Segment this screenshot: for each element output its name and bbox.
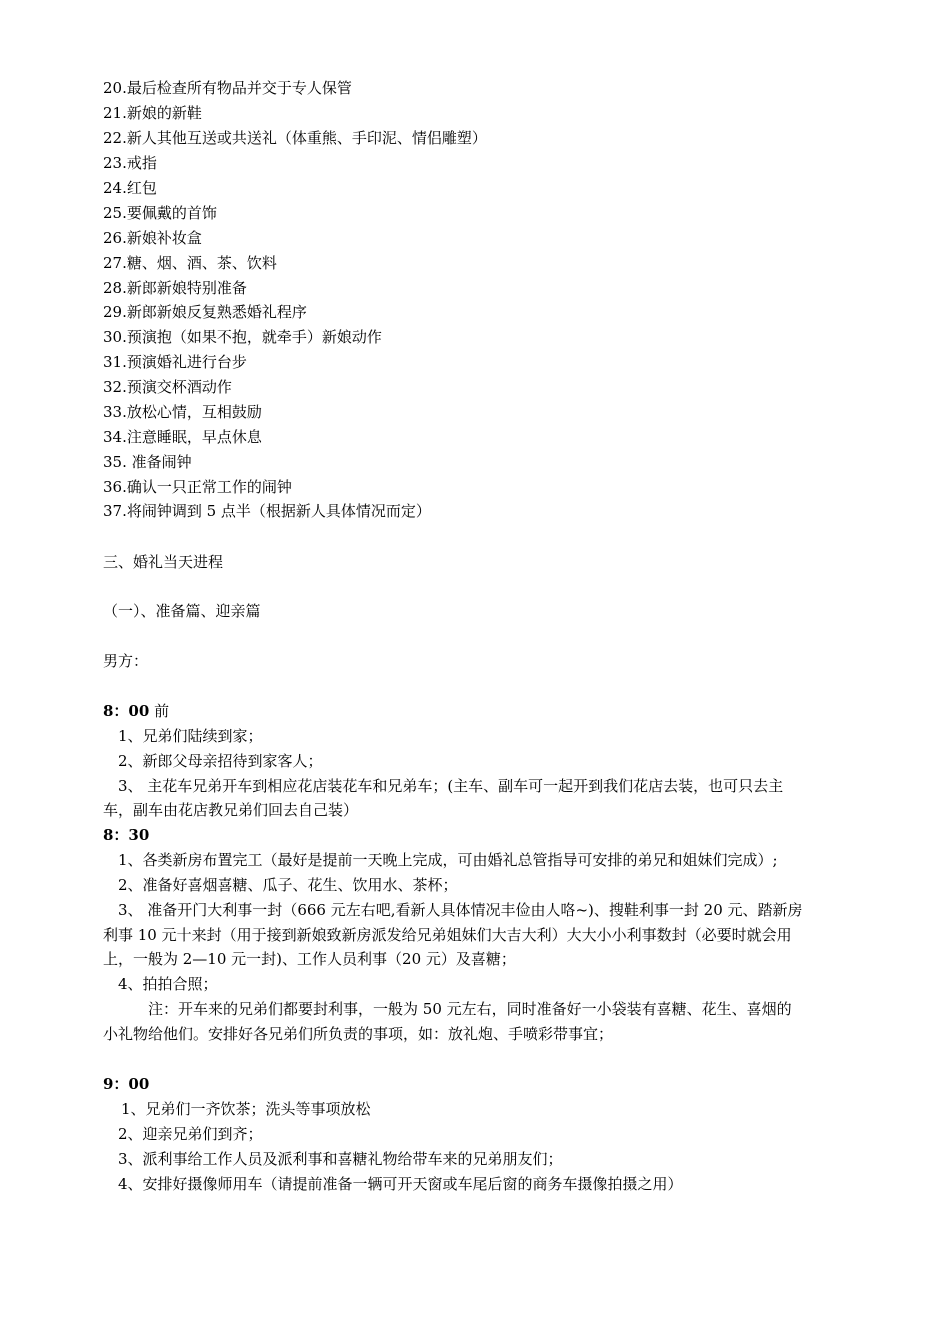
time-heading-800 bbox=[103, 701, 169, 721]
list-item: 2、准备好喜烟喜糖、瓜子、花生、饮用水、茶杯； bbox=[118, 876, 458, 894]
list-item: 1、各类新房布置完工（最好是提前一天晚上完成，可由婚礼总管指导可安排的弟兄和姐妹们完成）; bbox=[118, 851, 778, 869]
list-item: 31.预演婚礼进行台步 bbox=[103, 353, 247, 371]
time-value: 8：00 bbox=[103, 702, 150, 720]
list-item: 3、 主花车兄弟开车到相应花店装花车和兄弟车；(主车、副车可一起开到我们花店去装，也可只去主 bbox=[118, 777, 784, 795]
list-item: 22.新人其他互送或共送礼（体重熊、手印泥、情侣雕塑） bbox=[103, 129, 487, 147]
time-suffix: 前 bbox=[149, 702, 170, 720]
list-item: 3、派利事给工作人员及派利事和喜糖礼物给带车来的兄弟朋友们； bbox=[118, 1150, 563, 1168]
list-item: 1、兄弟们陆续到家； bbox=[118, 727, 263, 745]
list-item: 32.预演交杯酒动作 bbox=[103, 378, 232, 396]
note-text: 注：开车来的兄弟们都要封利事，一般为 50 元左右，同时准备好一小袋装有喜糖、花生、喜烟的 bbox=[148, 1000, 792, 1018]
list-item: 25.要佩戴的首饰 bbox=[103, 204, 217, 222]
list-item: 1、兄弟们一齐饮茶；洗头等事项放松 bbox=[121, 1100, 371, 1118]
list-item: 36.确认一只正常工作的闹钟 bbox=[103, 478, 292, 496]
list-item: 27.糖、烟、酒、茶、饮料 bbox=[103, 254, 277, 272]
list-item: 21.新娘的新鞋 bbox=[103, 104, 202, 122]
list-item: 37.将闹钟调到 5 点半（根据新人具体情况而定） bbox=[103, 502, 431, 520]
list-item: 30.预演抱（如果不抱，就牵手）新娘动作 bbox=[103, 328, 382, 346]
list-item: 2、新郎父母亲招待到家客人； bbox=[118, 752, 323, 770]
list-item-continuation: 利事 10 元十来封（用于接到新娘致新房派发给兄弟姐妹们大吉大利）大大小小利事数封（必要时就会用 bbox=[103, 926, 792, 944]
section-title: 三、婚礼当天进程 bbox=[103, 553, 224, 571]
list-item: 33.放松心情，互相鼓励 bbox=[103, 403, 262, 421]
time-heading-900: 9：00 bbox=[103, 1075, 150, 1093]
subsection-title: （一）、准备篇、迎亲篇 bbox=[103, 602, 261, 620]
list-item-continuation: 车，副车由花店教兄弟们回去自己装） bbox=[103, 801, 359, 819]
list-item: 4、拍拍合照； bbox=[118, 975, 218, 993]
groom-label: 男方： bbox=[103, 652, 149, 670]
list-item: 29.新郎新娘反复熟悉婚礼程序 bbox=[103, 303, 307, 321]
list-item: 26.新娘补妆盒 bbox=[103, 229, 202, 247]
list-item: 24.红包 bbox=[103, 179, 157, 197]
list-item: 23.戒指 bbox=[103, 154, 157, 172]
list-item: 34.注意睡眠，早点休息 bbox=[103, 428, 262, 446]
list-item: 35. 准备闹钟 bbox=[103, 453, 192, 471]
list-item: 20.最后检查所有物品并交于专人保管 bbox=[103, 79, 352, 97]
list-item-continuation: 上，一般为 2—10 元一封)、工作人员利事（20 元）及喜糖； bbox=[103, 950, 516, 968]
note-text-continuation: 小礼物给他们。安排好各兄弟们所负责的事项，如：放礼炮、手喷彩带事宜； bbox=[103, 1025, 614, 1043]
list-item: 2、迎亲兄弟们到齐； bbox=[118, 1125, 263, 1143]
list-item: 4、安排好摄像师用车（请提前准备一辆可开天窗或车尾后窗的商务车摄像拍摄之用） bbox=[118, 1175, 683, 1193]
time-heading-830: 8：30 bbox=[103, 826, 150, 844]
list-item: 28.新郎新娘特别准备 bbox=[103, 279, 247, 297]
list-item: 3、 准备开门大利事一封（666 元左右吧,看新人具体情况丰俭由人咯~)、搜鞋利事一封 20 元、踏新房 bbox=[118, 901, 803, 919]
